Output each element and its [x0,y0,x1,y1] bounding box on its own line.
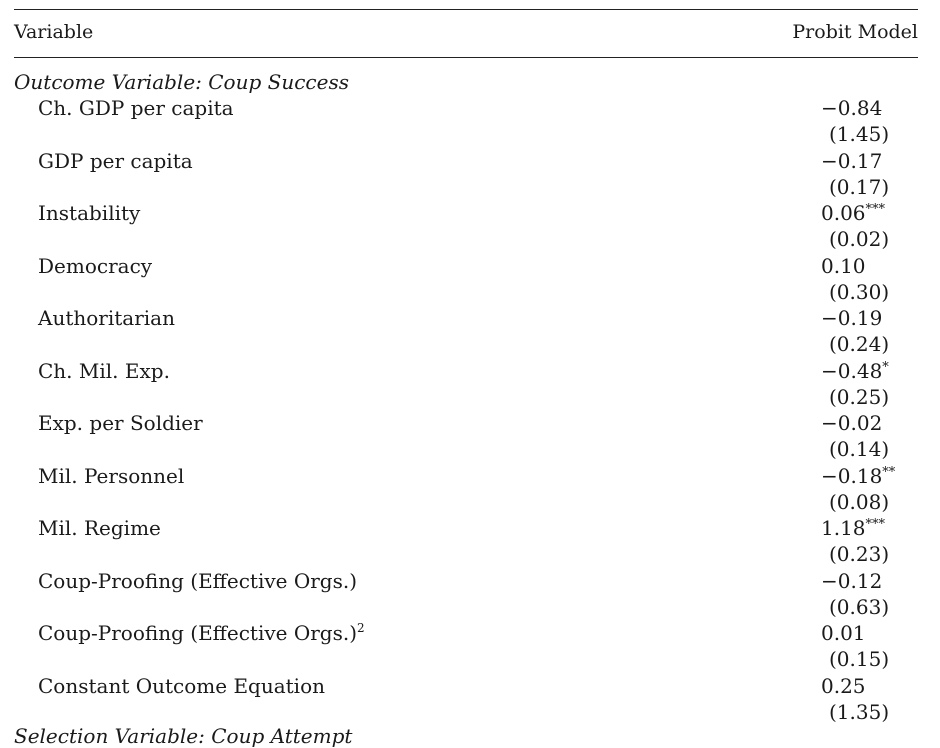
standard-error-value: (0.25) [829,384,890,409]
column-header-probit-model: Probit Model [792,21,918,43]
variable-label: Mil. Personnel [38,463,185,488]
variable-label: Democracy [38,253,153,278]
standard-error-value: (1.35) [829,699,890,724]
coefficient-value: 0.10 [821,253,866,278]
variable-label: Coup-Proofing (Effective Orgs.)$^2$ [38,621,365,645]
standard-error-value: (1.45) [829,122,890,146]
table-header-rule [14,57,918,58]
significance-stars: * [882,359,889,375]
variable-label: Exp. per Soldier [38,411,203,435]
section-title-outcome: Outcome Variable: Coup Success [14,70,349,94]
coefficient-value: 1.18*** [821,516,886,540]
coefficient-value: 0.25 [821,673,866,698]
table-row [0,96,940,149]
significance-stars: ** [882,464,896,480]
table-row [0,621,940,674]
coefficient-value: −0.17 [821,148,883,173]
coefficient-value: −0.12 [821,568,883,593]
standard-error-value: (0.23) [829,542,890,566]
variable-label: Ch. GDP per capita [38,96,234,120]
table-row [0,254,940,307]
table-row [0,306,940,359]
standard-error-value: (0.15) [829,647,890,671]
squared-superscript: 2 [357,621,365,635]
variable-label: Ch. Mil. Exp. [38,358,170,383]
variable-label: GDP per capita [38,148,193,173]
table-row [0,674,940,727]
table-row [0,149,940,202]
table-row [0,359,940,412]
variable-label: Coup-Proofing (Effective Orgs.) [38,568,358,593]
coefficient-value: 0.01 [821,621,866,645]
standard-error-value: (0.08) [829,489,890,514]
significance-stars: *** [865,202,886,217]
variable-label: Authoritarian [38,306,175,330]
table-row [0,411,940,464]
table-row [0,201,940,254]
standard-error-value: (0.30) [829,279,890,304]
significance-stars: *** [865,517,886,532]
standard-error-value: (0.14) [829,437,890,461]
coefficient-value: 0.06*** [821,201,886,225]
variable-label: Mil. Regime [38,516,161,540]
coefficient-value: −0.02 [821,411,883,435]
section-title-selection: Selection Variable: Coup Attempt [14,724,353,748]
standard-error-value: (0.24) [829,332,890,356]
table-row [0,464,940,517]
coefficient-value: −0.48* [821,358,889,383]
table-top-rule [14,9,918,10]
variable-label: Constant Outcome Equation [38,673,326,698]
table-row [0,516,940,569]
column-header-variable: Variable [14,21,94,43]
table-body [0,96,940,726]
coefficient-value: −0.19 [821,306,883,330]
variable-label: Instability [38,201,141,225]
table-row [0,569,940,622]
coefficient-value: −0.18** [821,463,896,488]
standard-error-value: (0.17) [829,174,890,199]
coefficient-value: −0.84 [821,96,883,120]
standard-error-value: (0.02) [829,227,890,251]
standard-error-value: (0.63) [829,594,890,619]
